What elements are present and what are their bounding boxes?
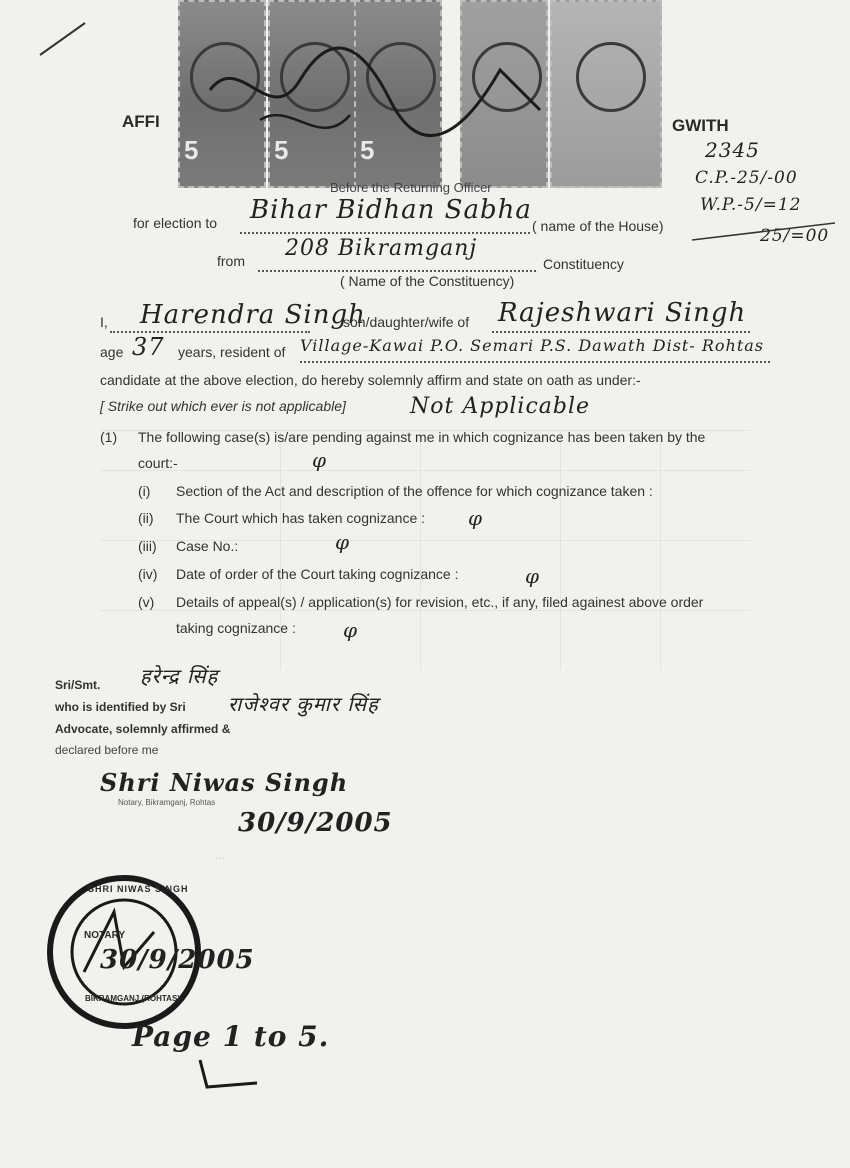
- title-right: GWITH: [672, 116, 729, 135]
- stamp-cancellation-signature: [200, 20, 560, 160]
- title-left: AFFI: [122, 112, 160, 131]
- relation-label: son/daughter/wife of: [343, 314, 470, 330]
- affirm-text: candidate at the above election, do hereby solemnly affirm and state on oath as under:-: [100, 372, 641, 388]
- nil-mark: φ: [335, 530, 351, 554]
- tick-mark: [195, 1055, 265, 1095]
- age-value: 37: [132, 333, 165, 361]
- item-text: The Court which has taken cognizance :: [176, 510, 426, 526]
- nil-mark: φ: [468, 506, 484, 530]
- item5-line2: taking cognizance :: [176, 620, 296, 636]
- item-num: (iii): [138, 538, 157, 554]
- item-num: (v): [138, 594, 155, 610]
- item-text: Case No.:: [176, 538, 239, 554]
- not-applicable-note: Not Applicable: [410, 394, 591, 419]
- age-label: age: [100, 344, 124, 360]
- seal-bottom-text: BIKRAMGANJ (ROHTAS): [85, 994, 180, 1003]
- identified-line3: Advocate, solemnly affirmed &: [55, 722, 231, 736]
- constituency-caption: ( Name of the Constituency): [340, 273, 515, 289]
- identified-line4: declared before me: [55, 743, 159, 757]
- margin-note-1: 2345: [705, 138, 760, 162]
- bg-grid: [660, 430, 661, 670]
- clause-number: (1): [100, 429, 118, 445]
- stamp-5: [550, 0, 662, 188]
- resident-label: years, resident of: [178, 344, 286, 360]
- seal-date: 30/9/2005: [100, 945, 255, 975]
- constituency-value: 208 Bikramganj: [285, 236, 478, 261]
- deponent-name: Harendra Singh: [140, 300, 366, 330]
- identified-line1-label: Sri/Smt.: [55, 678, 101, 692]
- seal-label: NOTARY: [84, 930, 126, 941]
- item-text: Date of order of the Court taking cognizance :: [176, 566, 459, 582]
- item-num: (iv): [138, 566, 158, 582]
- strike-note: [ Strike out which ever is not applicable]: [100, 398, 346, 414]
- item-num: (ii): [138, 510, 154, 526]
- notary-date: 30/9/2005: [238, 808, 393, 838]
- i-label: I,: [100, 314, 108, 330]
- house-value: Bihar Bidhan Sabha: [250, 195, 532, 225]
- item-num: (i): [138, 483, 151, 499]
- notary-subcaption: Notary, Bikramganj, Rohtas: [118, 798, 216, 807]
- corner-mark: [35, 15, 95, 65]
- identified-line1-value: हरेन्द्र सिंह: [140, 664, 219, 688]
- bg-grid: [100, 610, 750, 611]
- address-dotted-line: [300, 361, 770, 363]
- page-note: Page 1 to 5.: [132, 1020, 330, 1053]
- identified-line2-label: who is identified by Sri: [55, 700, 186, 714]
- notary-signature: Shri Niwas Singh: [100, 768, 349, 797]
- clause-text-line2: court:-: [138, 455, 178, 471]
- bleed-text: ...: [215, 848, 226, 862]
- parent-dotted-line: [492, 331, 750, 333]
- seal-top-text: SHRI NIWAS SINGH: [88, 884, 189, 894]
- bg-grid: [100, 470, 750, 471]
- constituency-suffix: Constituency: [543, 256, 624, 272]
- margin-note-4: 25/=00: [760, 226, 830, 246]
- nil-mark: φ: [525, 564, 541, 588]
- for-election-label: for election to: [133, 215, 218, 231]
- nil-mark: φ: [312, 448, 328, 472]
- from-label: from: [217, 253, 245, 269]
- identified-line2-value: राजेश्वर कुमार सिंह: [228, 692, 379, 716]
- clause-text-line1: The following case(s) is/are pending against me in which cognizance has been taken by the: [138, 429, 706, 445]
- margin-note-3: W.P.-5/=12: [700, 195, 802, 215]
- nil-mark: φ: [343, 618, 359, 642]
- bg-grid: [560, 430, 561, 670]
- item-text: Section of the Act and description of the offence for which cognizance taken :: [176, 483, 653, 499]
- margin-note-rule: [690, 215, 840, 245]
- house-dotted-line: [240, 232, 530, 234]
- bg-grid: [420, 430, 421, 670]
- stamp-2: 5: [268, 0, 356, 188]
- margin-note-2: C.P.-25/-00: [695, 168, 798, 188]
- subtitle: Before the Returning Officer: [330, 180, 492, 195]
- stamp-3: 5: [354, 0, 442, 188]
- item-text: Details of appeal(s) / application(s) for revision, etc., if any, filed againest above order: [176, 594, 704, 610]
- house-suffix: ( name of the House): [532, 218, 664, 234]
- address-value: Village-Kawai P.O. Semari P.S. Dawath Dist- Rohtas: [300, 336, 764, 355]
- constituency-dotted-line: [258, 270, 536, 272]
- stamp-1: 5: [178, 0, 266, 188]
- parent-name: Rajeshwari Singh: [498, 298, 747, 328]
